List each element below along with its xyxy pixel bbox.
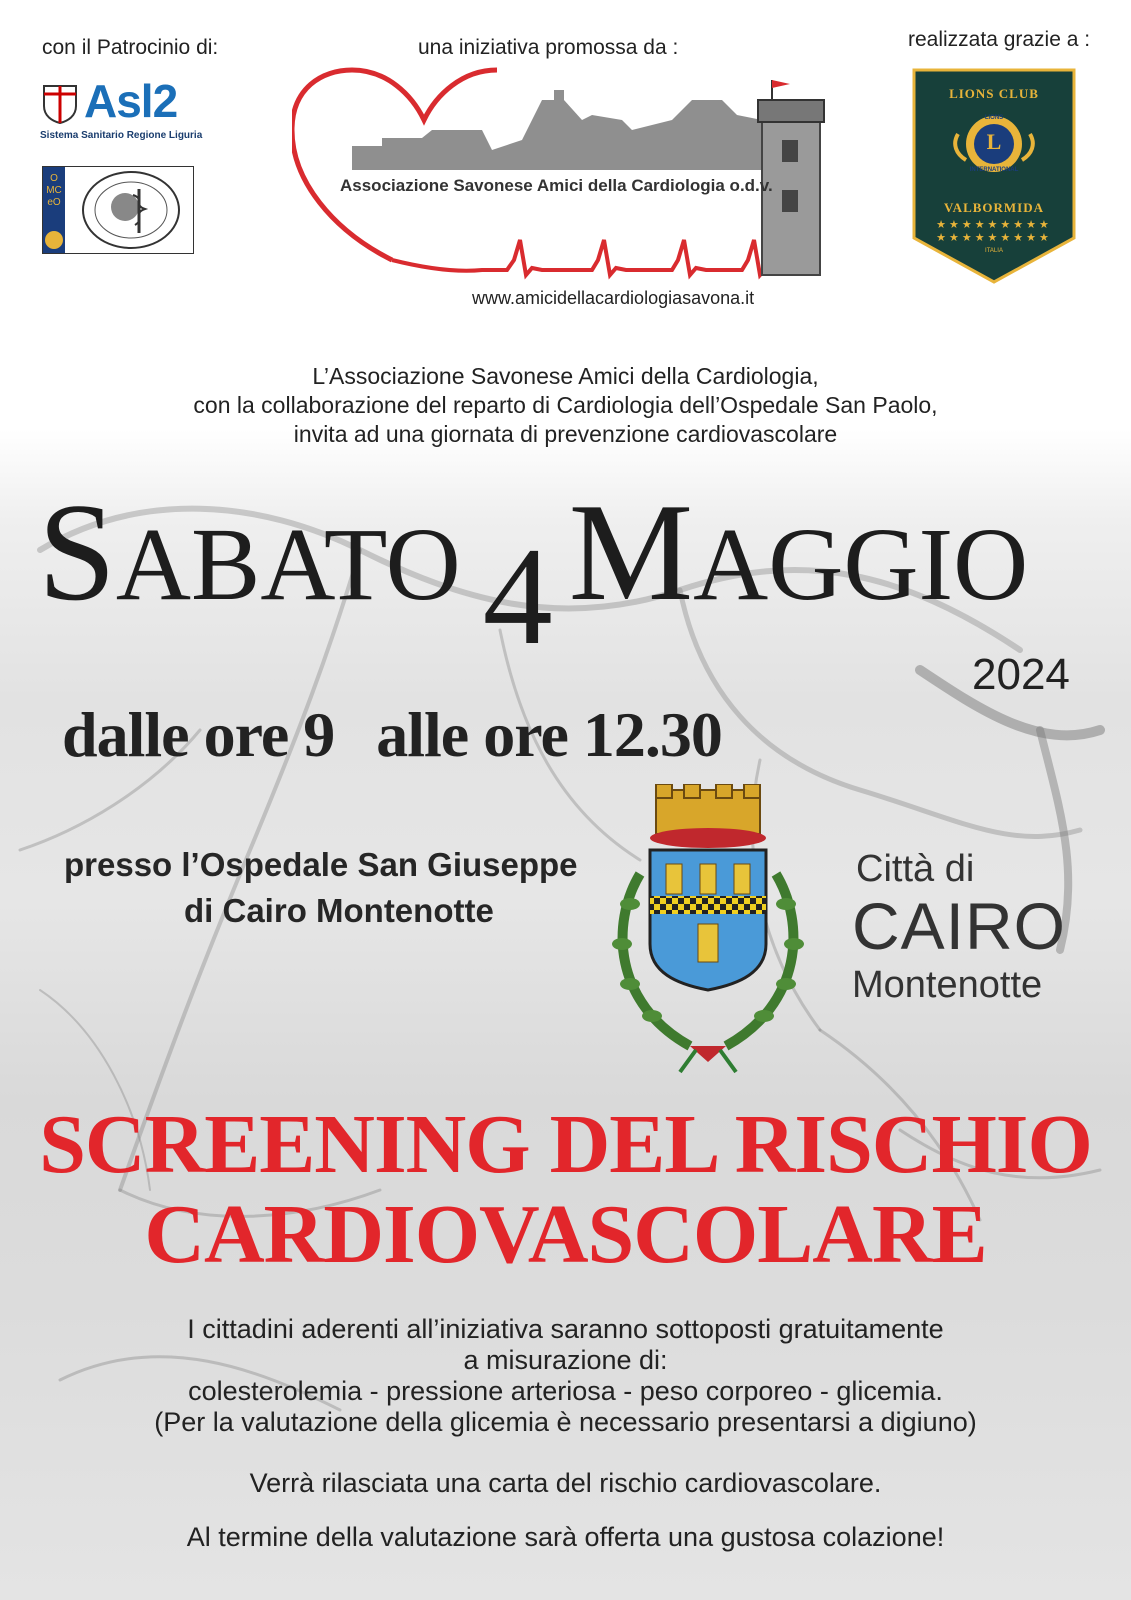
intro-line-3: invita ad una giornata di prevenzione cardiovascolare: [293, 421, 838, 447]
event-date: [38, 475, 1108, 674]
day-initial: S: [38, 475, 116, 630]
lions-club-logo: [912, 68, 1076, 284]
lions-country: ITALIA: [985, 248, 1003, 254]
associazione-logo: [292, 60, 840, 320]
details-line-4: (Per la valutazione della glicemia è necessario presentarsi a digiuno): [154, 1407, 977, 1437]
hours-from: dalle ore 9: [62, 699, 335, 770]
event-hours: [62, 698, 764, 772]
asl2-name: Asl2: [84, 75, 178, 127]
details-line-3: colesterolemia - pressione arteriosa - peso corporeo - glicemia.: [188, 1376, 943, 1406]
associazione-name: Associazione Savonese Amici della Cardiologia o.d.v.: [340, 176, 773, 195]
intro-line-1: L’Associazione Savonese Amici della Cardiologia,: [312, 363, 819, 389]
omceo-logo: [42, 166, 194, 254]
screening-title-line-2: CARDIOVASCOLARE: [144, 1188, 987, 1281]
month-initial: M: [568, 475, 694, 630]
hours-to: alle ore 12.30: [376, 699, 722, 770]
details-line-5: Verrà rilasciata una carta del rischio cardiovascolare.: [249, 1468, 882, 1498]
liguria-shield-icon: [42, 84, 78, 124]
lions-club-subtitle: VALBORMIDA: [943, 200, 1045, 215]
event-year: 2024: [972, 650, 1070, 699]
medical-seal-icon: [79, 169, 183, 251]
month-rest: AGGIO: [693, 507, 1029, 622]
details-line-6: Al termine della valutazione sarà offerta una gustosa colazione!: [186, 1522, 945, 1552]
city-line-3: Montenotte: [852, 964, 1043, 1006]
lions-club-title: LIONS CLUB: [949, 86, 1039, 101]
heart-skyline-icon: [292, 60, 840, 290]
details-line-1: I cittadini aderenti all’iniziativa saranno sottoposti gratuitamente: [187, 1314, 944, 1344]
lions-emblem-letter: L: [986, 129, 1002, 154]
details-line-2: a misurazione di:: [463, 1345, 668, 1375]
lions-ring-text: LIONS: [984, 115, 1004, 121]
intro-line-2: con la collaborazione del reparto di Cardiologia dell’Ospedale San Paolo,: [193, 392, 938, 418]
city-line-1: Città di: [856, 848, 975, 890]
place-line-1: presso l’Ospedale San Giuseppe: [64, 846, 578, 883]
city-line-2: CAIRO: [852, 889, 1067, 963]
asl2-subtitle: Sistema Sanitario Regione Liguria: [40, 130, 203, 141]
details-block: [0, 1314, 1131, 1438]
patrocinio-label: con il Patrocinio di:: [42, 36, 219, 59]
cairo-coat-of-arms-icon: [600, 784, 832, 1074]
day-number: 4: [482, 519, 553, 674]
intro-text: [0, 362, 1131, 449]
screening-title-line-1: SCREENING DEL RISCHIO: [39, 1098, 1092, 1191]
grazie-label: realizzata grazie a :: [908, 28, 1091, 51]
website-link[interactable]: www.amicidellacardiologiasavona.it: [472, 288, 755, 308]
omceo-vertical-text: OMCeO: [46, 173, 62, 208]
place-line-2: di Cairo Montenotte: [184, 892, 494, 929]
asl2-logo: [40, 75, 210, 144]
lions-stars: ★★★★★★★★★ ★★★★★★★★★: [936, 219, 1052, 244]
omceo-emblem-icon: [45, 231, 63, 249]
lions-ring-text-2: INTERNATIONAL: [969, 167, 1019, 173]
promossa-label: una iniziativa promossa da :: [418, 36, 679, 59]
day-rest: ABATO: [115, 507, 461, 622]
